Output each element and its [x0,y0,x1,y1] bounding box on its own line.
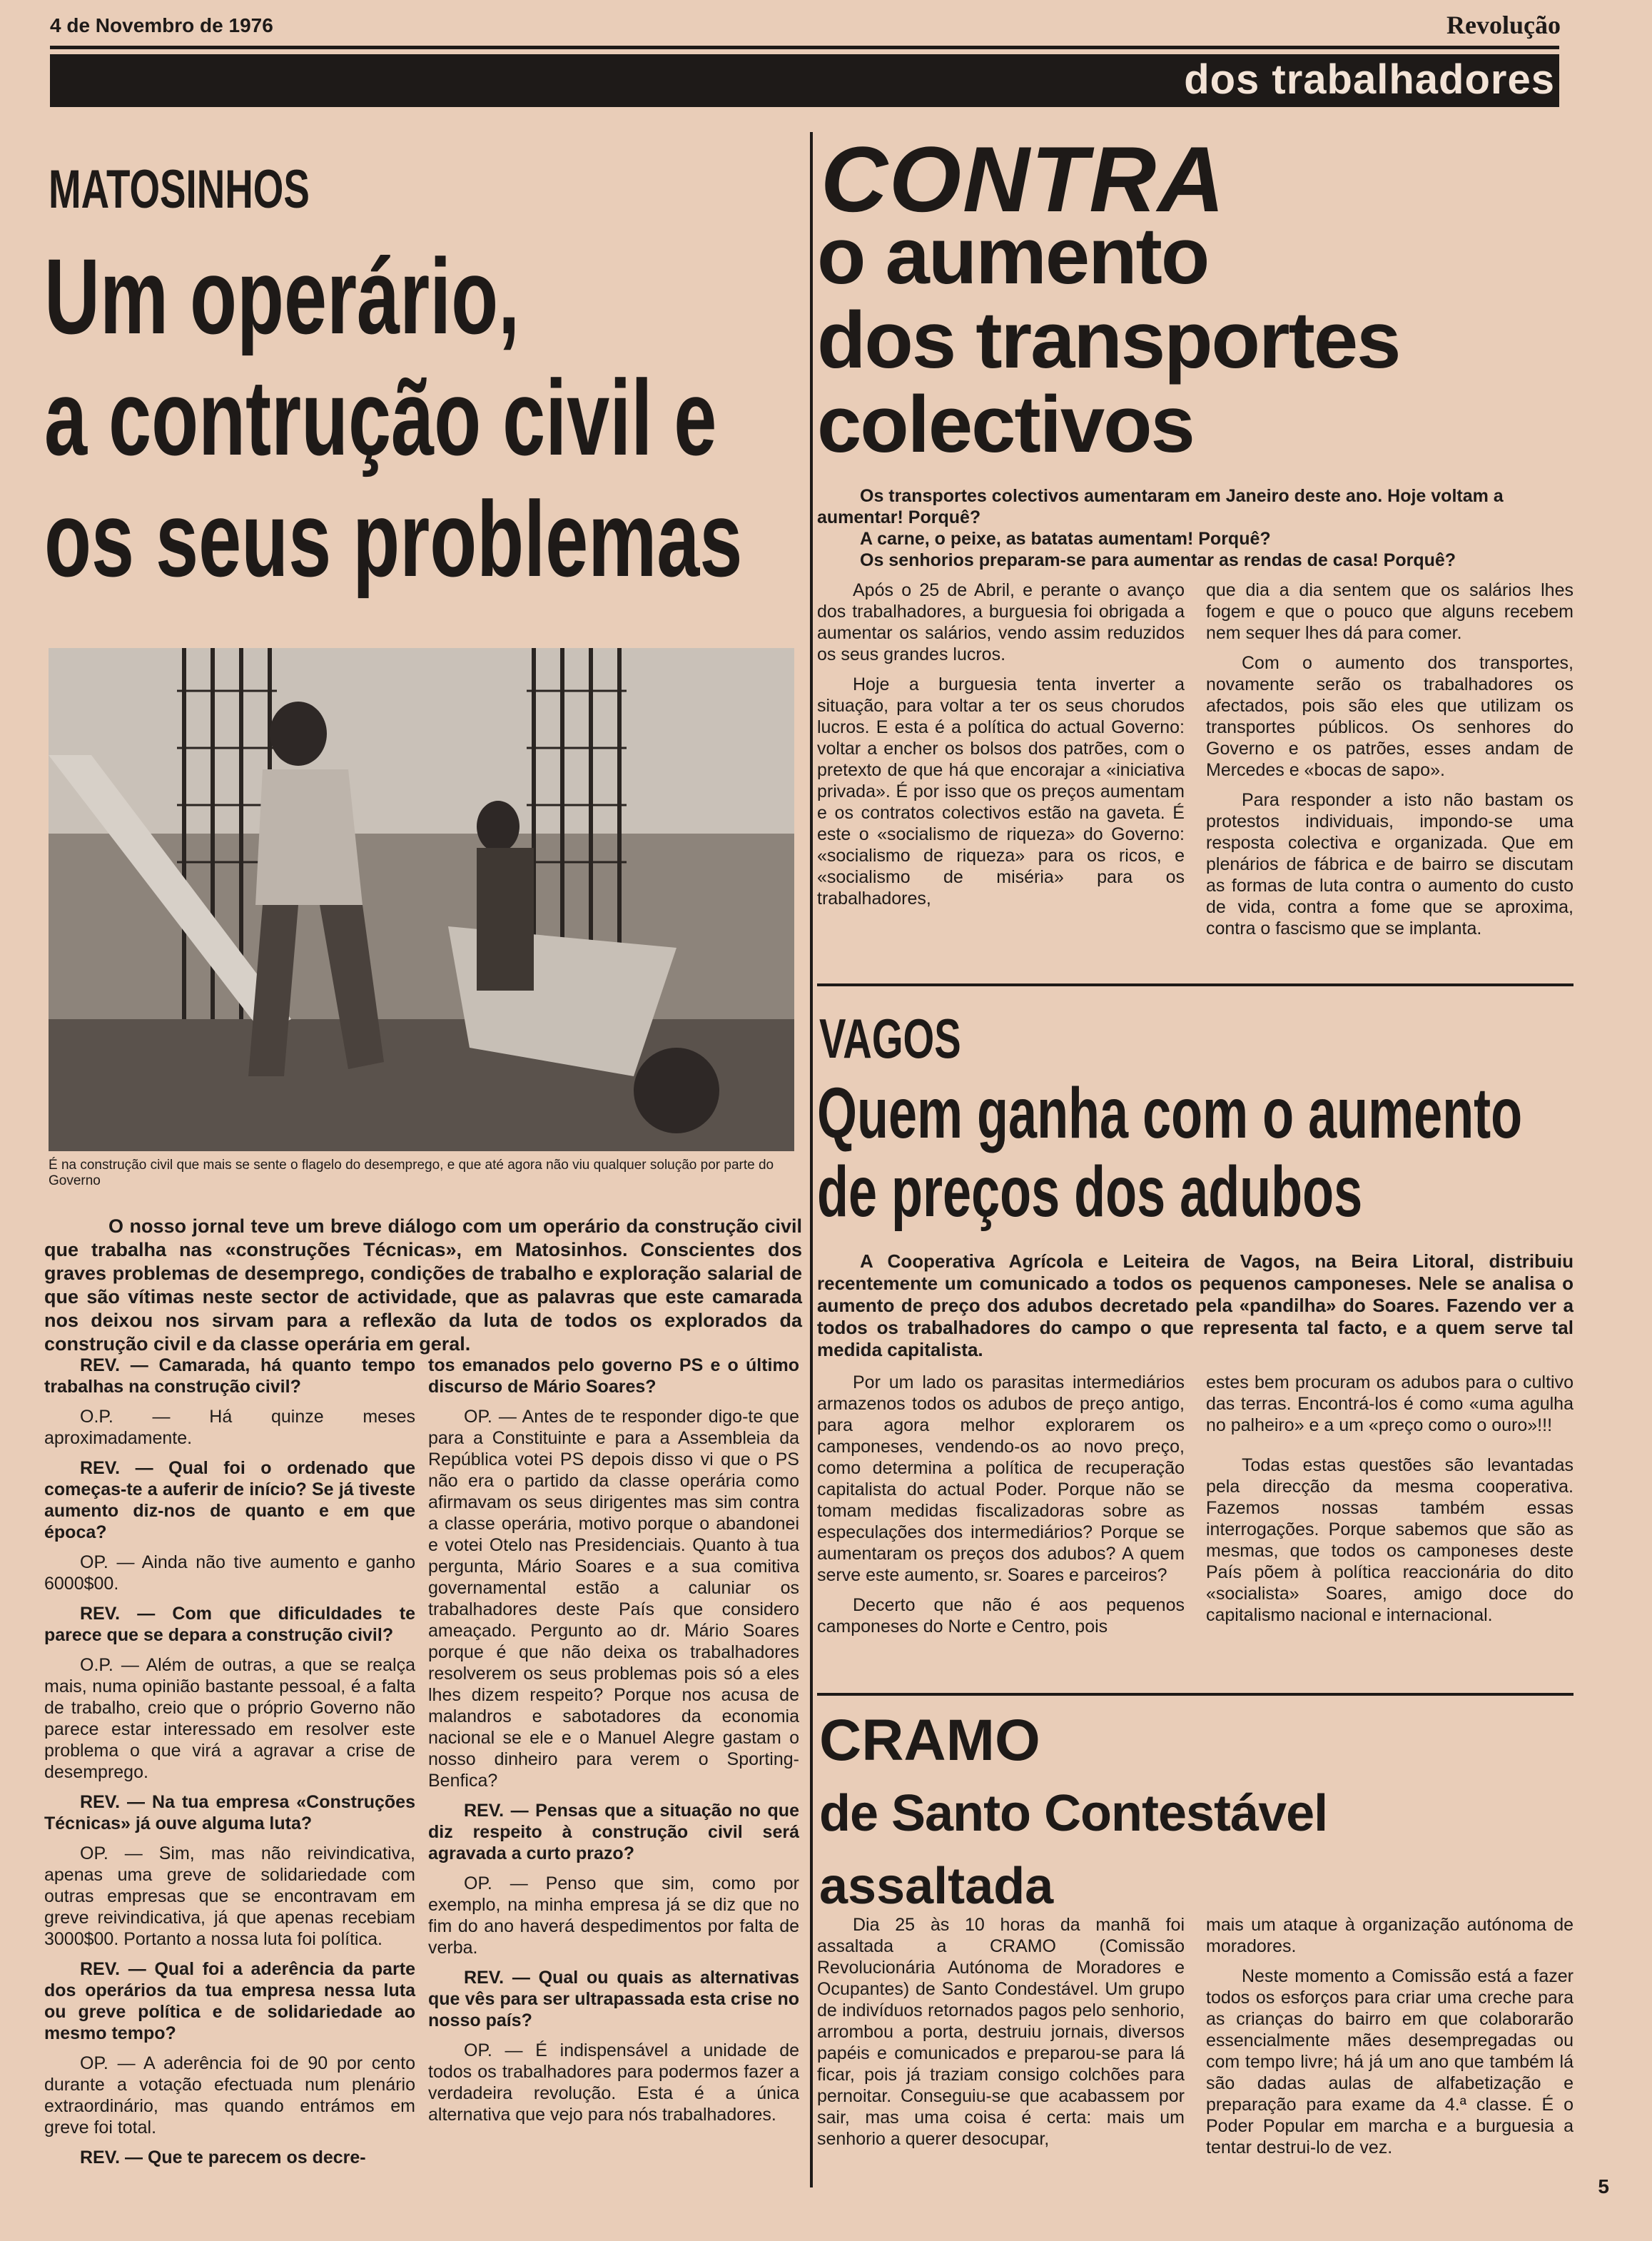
newspaper-name: Revolução [1446,11,1561,39]
construction-photo [49,648,794,1151]
article1-title-line: a contrução civil e [44,358,717,477]
article1-headline [44,236,801,600]
article2-paragraph: Após o 25 de Abril, e perante o avanço dos trabalhadores, a burguesia foi obrigada a aumentar os salários, vendo assim reduzidos os seus grandes lucros. [817,580,1185,664]
article4-title-line: de Santo Contestável [819,1785,1328,1842]
article3-kicker: VAGOS [819,1007,961,1070]
interview-question: REV. — Qual foi o ordenado que começas-te a auferir de início? Se já tiveste aumento diz-nos de quanto e em que época? [44,1458,415,1542]
article1-intro: O nosso jornal teve um breve diálogo com um operário da construção civil que trabalha nas «construções Técnicas», em Matosinhos. Conscientes dos graves problemas de desemprego, condições de trabalho e exploração salarial de que são vítimas neste sector de actividade, que as palavras que este camarada nos deixou nos sirvam para a reflexão da luta de todos os explorados da construção civil e da classe operária em geral. [44,1215,802,1355]
article2-paragraph: que dia a dia sentem que os salários lhes fogem e que o pouco que alguns recebem nem sequer lhes dá para comer. [1206,580,1574,643]
article3-kicker-wrap [819,1006,1016,1071]
interview-question: REV. — Com que dificuldades te parece que se depara a construção civil? [44,1604,415,1645]
interview-answer: OP. — Penso que sim, como por exemplo, na minha empresa já se diz que no fim do ano haverá despedimentos por falta de verba. [428,1873,799,1958]
article-divider [817,1693,1574,1696]
interview-question: REV. — Qual foi a aderência da parte dos operários da tua empresa nessa luta ou greve política e de solidariedade ao mesmo tempo? [44,1959,415,2043]
article2-title-line: colectivos [817,380,1194,469]
article1-column-1 [44,1355,415,2177]
article2-lead [817,485,1574,571]
article1-title-line: Um operário, [44,236,520,356]
article4-column-2 [1206,1914,1574,2167]
article3-paragraph: estes bem procuram os adubos para o cultivo das terras. Encontrá-los é como «uma agulha no palheiro» e a um «preço como o ouro»!!! [1206,1372,1574,1435]
article4-title-line: CRAMO [819,1708,1040,1773]
article4-paragraph: Dia 25 às 10 horas da manhã foi assaltada a CRAMO (Comissão Revolucionária Autónoma de Moradores e Ocupantes) de Santo Condestável. Um grupo de indivíduos retornados pagos pelo senhorio, arrombou a porta, destruiu jornais, diversos papéis e comunicados e preparou-se para lá ficar, pois já traziam consigo colchões para pernoitar. Conseguiu-se que acabassem por sair, mas uma coisa é certa: mais um senhorio a querer desocupar, [817,1915,1185,2149]
article2-lead-line: Os senhorios preparam-se para aumentar as rendas de casa! Porquê? [860,550,1456,570]
article2-lead-line: Os transportes colectivos aumentaram em Janeiro deste ano. Hoje voltam a aumentar! Porquê? [817,486,1504,527]
article1-title-line: os seus problemas [44,479,743,599]
article4-column-1 [817,1914,1185,2158]
section-title: dos trabalhadores [1184,56,1555,103]
article2-title-italic: CONTRA [821,127,1227,231]
article3-column-2 [1206,1372,1574,1634]
article3-paragraph: Decerto que não é aos pequenos camponeses do Norte e Centro, pois [817,1595,1185,1637]
article1-kicker: MATOSINHOS [49,159,310,220]
article2-lead-line: A carne, o peixe, as batatas aumentam! Porquê? [860,529,1271,549]
interview-question: REV. — Qual ou quais as alternativas que vês para ser ultrapassada esta crise no nosso país? [428,1968,799,2030]
interview-answer: OP. — Antes de te responder digo-te que para a Constituinte e para a Assembleia da República votei PS depois disso vi que o PS não era o partido da classe operária como afirmavam os seus dirigentes mas sim contra a classe operária, motivo porque o abandonei e votei Otelo nas Presidenciais. Quanto à tua pergunta, Mário Soares e a sua comitiva governamental estão a caluniar os trabalhadores deste País que considero ameaçado. Pergunto ao dr. Mário Soares porque é que não deixa os trabalhadores resolverem os seus problemas pois só a eles lhes dizem respeito? Porque nos acusa de malandros e sabotadores da economia nacional se ele e o Manuel Alegre gastam o nosso dinheiro para verem o Sporting-Benfica? [428,1407,799,1791]
article2-title-line: o aumento [817,211,1209,300]
article1-column-2 [428,1355,799,2134]
photo-caption: É na construção civil que mais se sente o flagelo do desemprego, e que até agora não viu qualquer solução por parte do Governo [49,1158,774,1188]
article4-paragraph: mais um ataque à organização autónoma de moradores. [1206,1915,1574,1956]
article2-headline [817,211,1574,469]
interview-question: REV. — Na tua empresa «Construções Técnicas» já ouve alguma luta? [44,1792,415,1833]
article3-headline [817,1074,1574,1231]
article2-column-2 [1206,580,1574,948]
interview-question: REV. — Pensas que a situação no que diz respeito à construção civil será agravada a curto prazo? [428,1801,799,1863]
article-divider [817,983,1574,986]
interview-answer: OP. — É indispensável a unidade de todos os trabalhadores para podermos fazer a verdadeira revolução. Esta é a única alternativa que vejo para nós trabalhadores. [428,2040,799,2125]
article2-title-line: dos transportes [817,295,1400,385]
interview-answer: OP. — A aderência foi de 90 por cento durante a votação efectuada num plenário extraordinário, mas quando entrámos em greve foi total. [44,2053,415,2138]
issue-date: 4 de Novembro de 1976 [50,14,273,36]
article3-paragraph: Por um lado os parasitas intermediários armazenos todos os adubos de preço antigo, para agora melhor explorarem os camponeses, vendendo-os ao novo preço, como determina a política de recuperação capitalista do actual Poder. Porque não se tomam medidas fiscalizadoras sobre as especulações dos intermediários? Porque se aumentaram os preços dos adubos? A quem serve este aumento, sr. Soares e parceiros? [817,1372,1185,1585]
interview-question: tos emanados pelo governo PS e o último discurso de Mário Soares? [428,1355,799,1397]
article3-lead: A Cooperativa Agrícola e Leiteira de Vagos, na Beira Litoral, distribuiu recentemente um comunicado a todos os pequenos camponeses. Nele se analisa o aumento de preço dos adubos decretado pela «pandilha» do Soares. Fazendo ver a todos os trabalhadores do campo o que representa tal facto, e a quem serve tal medida capitalista. [817,1250,1574,1360]
article4-title-line: assaltada [819,1858,1054,1915]
interview-answer: O.P. — Há quinze meses aproximadamente. [44,1407,415,1448]
article2-paragraph: Hoje a burguesia tenta inverter a situação, para voltar a ter os seus chorudos lucros. E esta é a política do actual Governo: voltar a encher os bolsos dos patrões, com o pretexto de que há que encorajar a «iniciativa privada». É por isso que os preços aumentam e os contratos colectivos estão na gaveta. É este o «socialismo de riqueza» do Governo: «socialismo de riqueza» para os ricos, e «socialismo de miséria» para os trabalhadores, [817,674,1185,909]
article2-column-1 [817,580,1185,918]
construction-photo-graphic [49,648,794,1151]
article2-paragraph: Para responder a isto não bastam os protestos individuais, impondo-se uma resposta colectiva e organizada. Que em plenários de fábrica e de bairro se discutam as formas de luta contra o aumento do custo de vida, contra a fome que se aproxima, contra o fascismo que se implanta. [1206,790,1574,939]
article3-title-line: Quem ganha com o aumento [817,1073,1523,1153]
article1-kicker-wrap [49,158,411,221]
article4-headline [819,1704,1576,1923]
interview-answer: OP. — Ainda não tive aumento e ganho 6000$00. [44,1552,415,1594]
interview-answer: O.P. — Além de outras, a que se realça mais, numa opinião bastante pessoal, é a falta de trabalho, creio que o próprio Governo não parece estar interessado em resolver este problema o que virá a agravar a crise de desemprego. [44,1655,415,1782]
interview-question: REV. — Camarada, há quanto tempo trabalhas na construção civil? [44,1355,415,1397]
article4-paragraph: Neste momento a Comissão está a fazer todos os esforços para criar uma creche para as crianças do bairro em que colaborarão essencialmente mães desempregadas ou com tempo livre; há já um ano que também lá são dadas aulas de alfabetização e preparação para exame da 4.ª classe. É o Poder Popular em marcha e a burguesia a tentar destrui-lo de vez. [1206,1966,1574,2157]
article3-title-line: de preços dos adubos [817,1152,1363,1232]
article3-paragraph: Todas estas questões são levantadas pela direcção da mesma cooperativa. Fazemos nossas também essas interrogações. Porque sabemos que são as mesmas, que todos os camponeses deste País põem à política reaccionária do dito «socialista» Soares, amigo doce do capitalismo nacional e internacional. [1206,1455,1574,1625]
column-divider [810,132,813,2187]
page-number: 5 [1598,2175,1609,2197]
header-rule [50,46,1559,49]
article3-column-1 [817,1372,1185,1646]
interview-answer: OP. — Sim, mas não reivindicativa, apenas uma greve de solidariedade com outras empresas que se encontravam em greve reivindicativa, já que apenas recebiam 3000$00. Portanto a nossa luta foi política. [44,1843,415,1949]
interview-question: REV. — Que te parecem os decre- [80,2148,366,2167]
article2-paragraph: Com o aumento dos transportes, novamente serão os trabalhadores os afectados, pois são eles que utilizam os transportes públicos. Os senhores do Governo e os patrões, esses andam de Mercedes e «bocas de sapo». [1206,653,1574,780]
